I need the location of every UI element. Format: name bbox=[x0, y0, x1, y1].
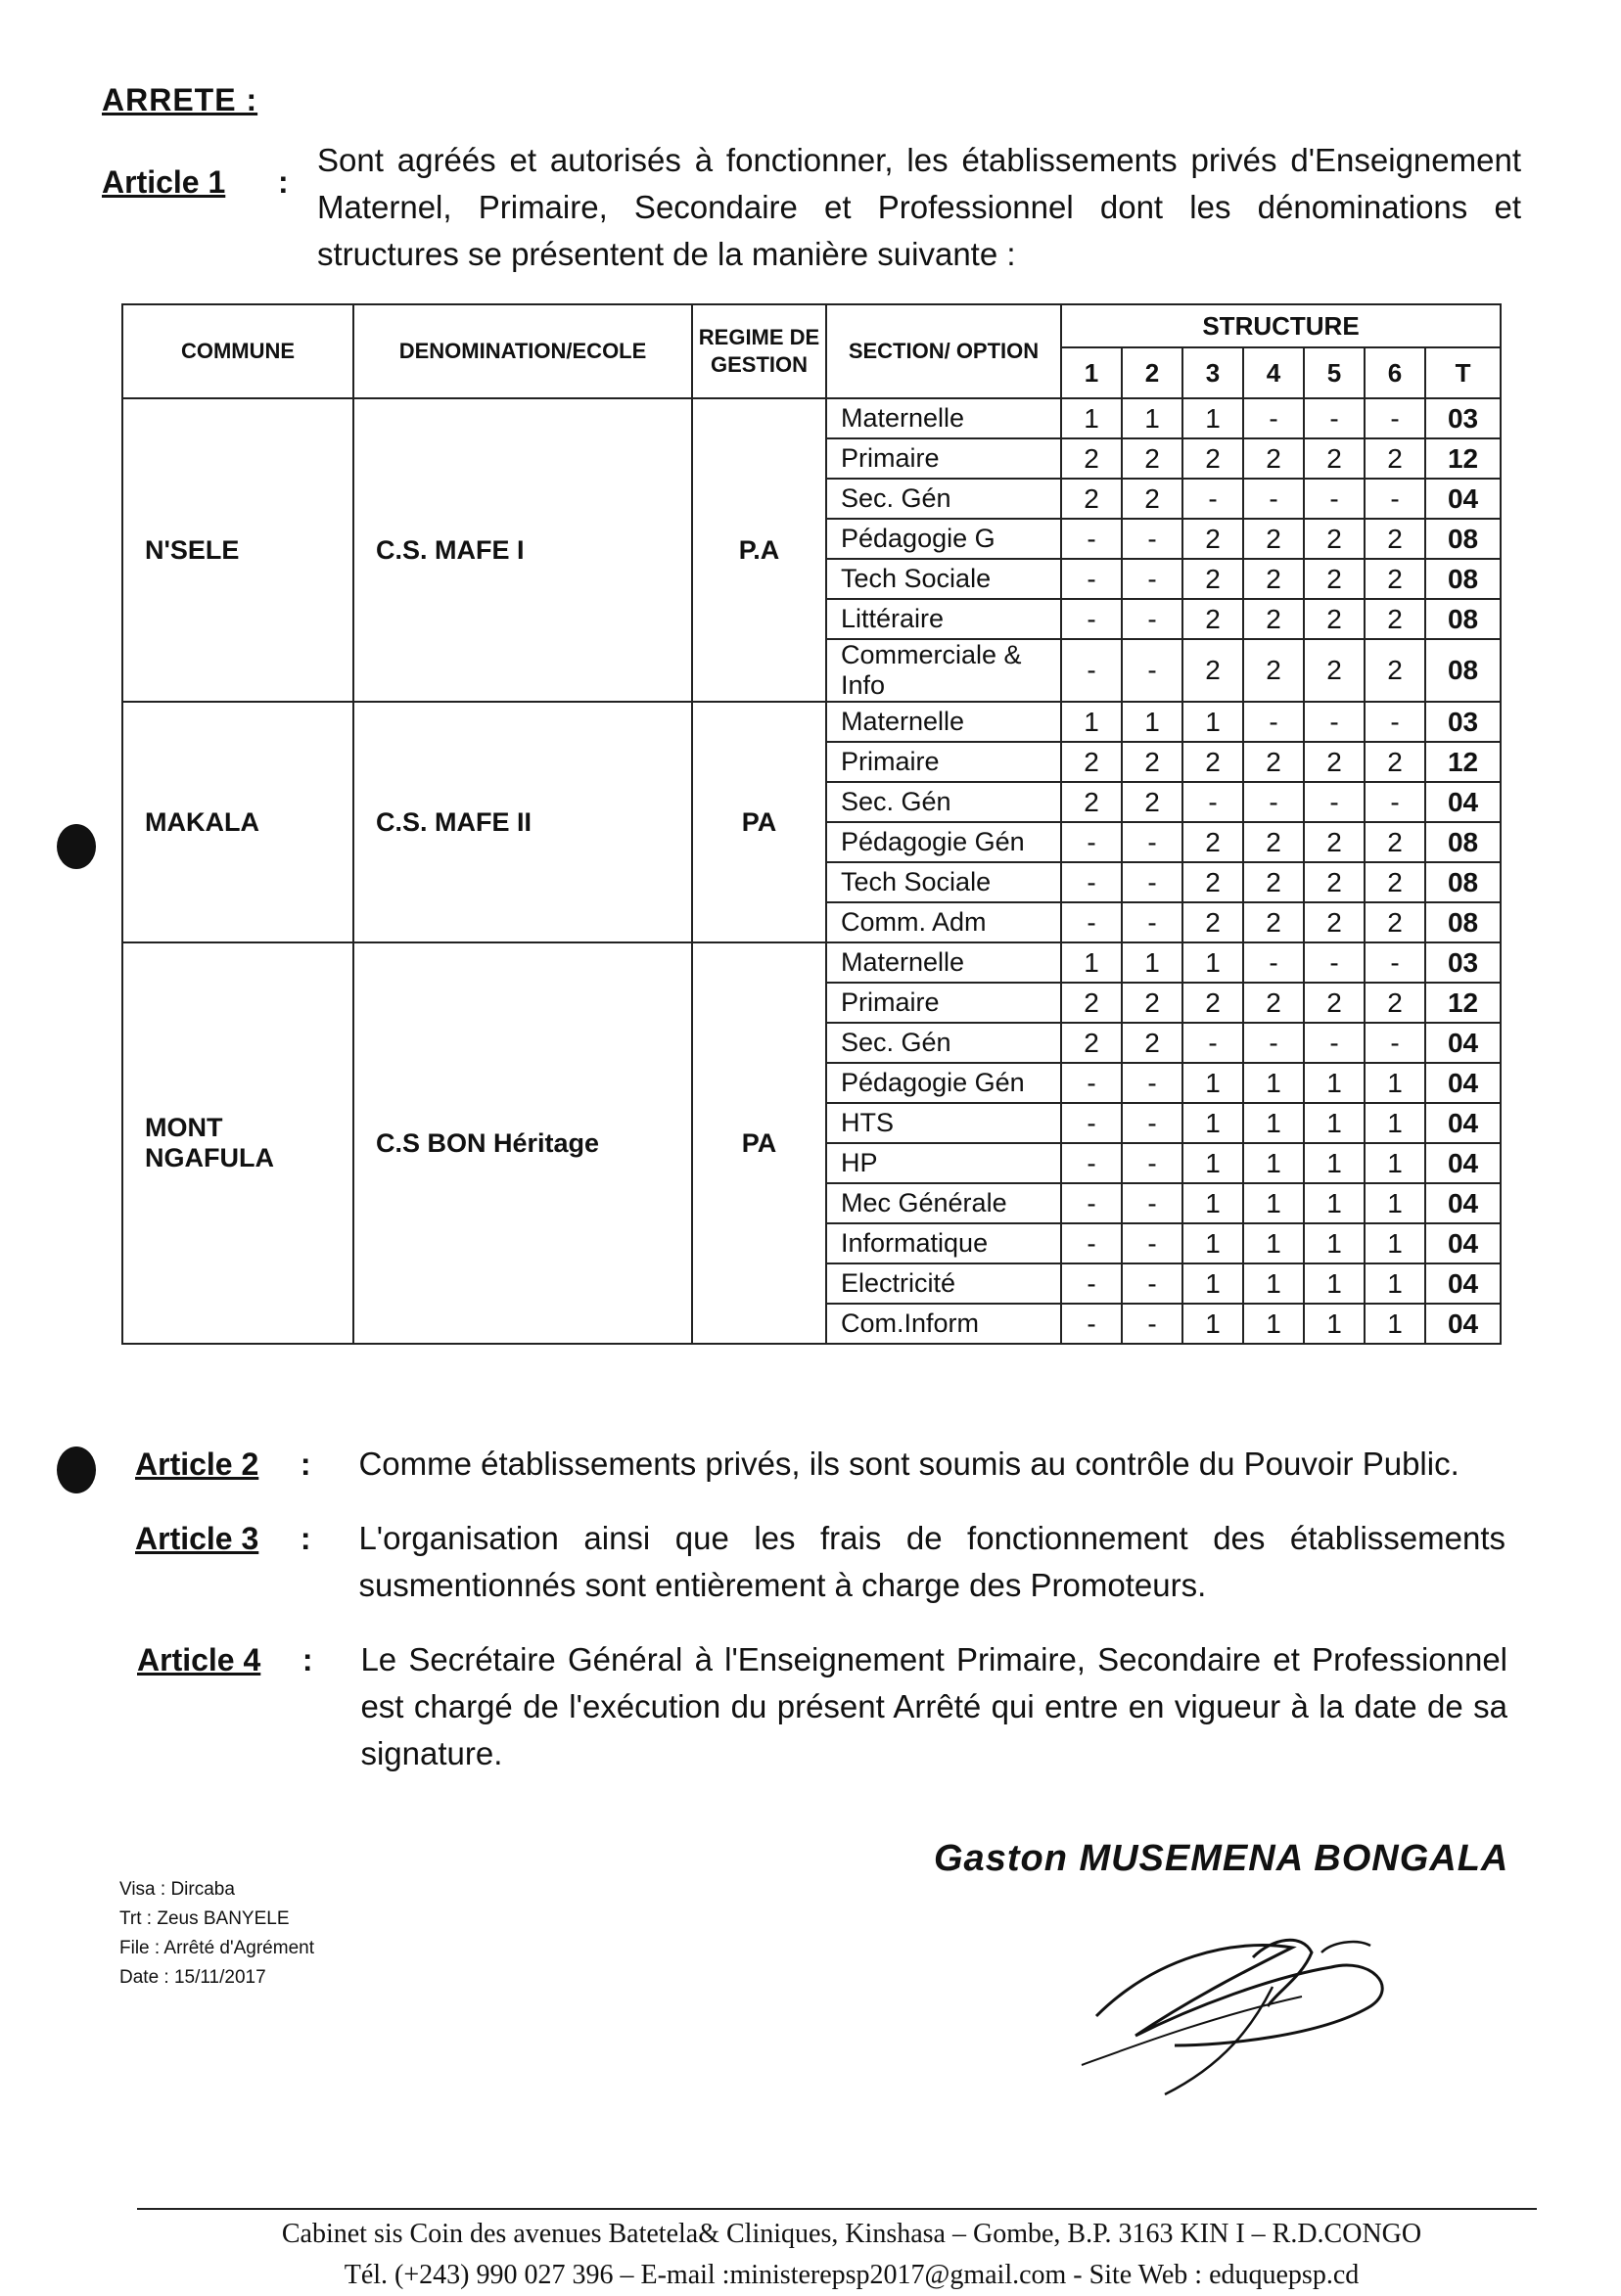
total-cell: 04 bbox=[1425, 1183, 1501, 1223]
option-cell: Informatique bbox=[826, 1223, 1061, 1263]
article-1 bbox=[102, 137, 1521, 278]
structure-value-cell: 1 bbox=[1304, 1103, 1365, 1143]
structure-value-cell: 2 bbox=[1243, 822, 1304, 862]
structure-value-cell: 1 bbox=[1365, 1063, 1425, 1103]
structure-value-cell: 2 bbox=[1304, 742, 1365, 782]
structure-value-cell: - bbox=[1061, 519, 1122, 559]
structure-value-cell: 2 bbox=[1182, 639, 1243, 702]
structure-value-cell: 2 bbox=[1061, 438, 1122, 479]
table-row bbox=[122, 702, 1501, 742]
structure-value-cell: 2 bbox=[1365, 742, 1425, 782]
structure-value-cell: 1 bbox=[1304, 1063, 1365, 1103]
structure-value-cell: 2 bbox=[1304, 902, 1365, 942]
structure-value-cell: 2 bbox=[1243, 438, 1304, 479]
option-cell: Commerciale & Info bbox=[826, 639, 1061, 702]
structure-value-cell: - bbox=[1182, 782, 1243, 822]
structure-value-cell: 1 bbox=[1182, 1263, 1243, 1304]
structure-value-cell: 2 bbox=[1182, 822, 1243, 862]
option-cell: Pédagogie Gén bbox=[826, 822, 1061, 862]
structure-value-cell: 1 bbox=[1365, 1263, 1425, 1304]
structure-value-cell: 2 bbox=[1243, 862, 1304, 902]
regime-cell: P.A bbox=[692, 398, 826, 702]
structure-value-cell: - bbox=[1243, 479, 1304, 519]
article-3-label: Article 3 bbox=[135, 1521, 259, 1556]
commune-cell: MAKALA bbox=[122, 702, 353, 942]
punch-hole-mark bbox=[57, 824, 96, 869]
structure-value-cell: 2 bbox=[1365, 639, 1425, 702]
option-cell: Sec. Gén bbox=[826, 782, 1061, 822]
structure-value-cell: 1 bbox=[1365, 1304, 1425, 1344]
total-cell: 03 bbox=[1425, 942, 1501, 983]
visa-line: Visa : Dircaba bbox=[119, 1879, 235, 1900]
commune-cell: MONT NGAFULA bbox=[122, 942, 353, 1344]
structure-value-cell: 1 bbox=[1182, 702, 1243, 742]
total-cell: 08 bbox=[1425, 639, 1501, 702]
structure-value-cell: 2 bbox=[1304, 822, 1365, 862]
structure-value-cell: 1 bbox=[1304, 1304, 1365, 1344]
structure-value-cell: - bbox=[1304, 398, 1365, 438]
punch-hole-mark bbox=[57, 1446, 96, 1493]
structure-value-cell: 2 bbox=[1304, 599, 1365, 639]
structure-value-cell: 2 bbox=[1304, 862, 1365, 902]
structure-value-cell: 2 bbox=[1182, 742, 1243, 782]
option-cell: Tech Sociale bbox=[826, 862, 1061, 902]
option-cell: Maternelle bbox=[826, 942, 1061, 983]
structure-value-cell: - bbox=[1122, 559, 1182, 599]
article-1-label: Article 1 bbox=[102, 164, 226, 200]
option-cell: Primaire bbox=[826, 742, 1061, 782]
structure-value-cell: 2 bbox=[1061, 1023, 1122, 1063]
option-cell: Primaire bbox=[826, 438, 1061, 479]
option-cell: Primaire bbox=[826, 983, 1061, 1023]
option-cell: Sec. Gén bbox=[826, 479, 1061, 519]
total-cell: 04 bbox=[1425, 1023, 1501, 1063]
total-cell: 12 bbox=[1425, 438, 1501, 479]
article-3 bbox=[135, 1515, 1505, 1609]
document-heading: ARRETE : bbox=[102, 82, 258, 117]
visa-block bbox=[119, 1875, 314, 1993]
total-cell: 04 bbox=[1425, 782, 1501, 822]
option-cell: Pédagogie G bbox=[826, 519, 1061, 559]
table-row bbox=[122, 398, 1501, 438]
structure-value-cell: 2 bbox=[1304, 438, 1365, 479]
total-cell: 04 bbox=[1425, 1103, 1501, 1143]
structure-value-cell: - bbox=[1365, 1023, 1425, 1063]
structure-value-cell: - bbox=[1243, 782, 1304, 822]
structure-value-cell: 2 bbox=[1243, 742, 1304, 782]
total-cell: 12 bbox=[1425, 742, 1501, 782]
total-cell: 04 bbox=[1425, 1143, 1501, 1183]
structure-value-cell: - bbox=[1061, 822, 1122, 862]
footer-contact: Tél. (+243) 990 027 396 – E-mail :ministerepsp2017@gmail.com - Site Web : eduquepsp.cd bbox=[344, 2260, 1360, 2290]
total-cell: 03 bbox=[1425, 398, 1501, 438]
structure-value-cell: 2 bbox=[1243, 902, 1304, 942]
structure-value-cell: - bbox=[1061, 559, 1122, 599]
structure-value-cell: 2 bbox=[1182, 902, 1243, 942]
structure-value-cell: 2 bbox=[1122, 438, 1182, 479]
structure-value-cell: - bbox=[1304, 1023, 1365, 1063]
structure-value-cell: 2 bbox=[1365, 862, 1425, 902]
structure-value-cell: 2 bbox=[1061, 782, 1122, 822]
structure-value-cell: 2 bbox=[1182, 519, 1243, 559]
structure-value-cell: 1 bbox=[1182, 1183, 1243, 1223]
structure-value-cell: 2 bbox=[1304, 559, 1365, 599]
structure-value-cell: 1 bbox=[1365, 1223, 1425, 1263]
structure-value-cell: 2 bbox=[1365, 902, 1425, 942]
regime-cell: PA bbox=[692, 702, 826, 942]
structure-value-cell: 1 bbox=[1243, 1263, 1304, 1304]
option-cell: Littéraire bbox=[826, 599, 1061, 639]
structure-column-header: 6 bbox=[1365, 347, 1425, 398]
structure-value-cell: 2 bbox=[1365, 438, 1425, 479]
structure-value-cell: 1 bbox=[1182, 1103, 1243, 1143]
regime-cell: PA bbox=[692, 942, 826, 1344]
total-cell: 08 bbox=[1425, 519, 1501, 559]
article-3-text: L'organisation ainsi que les frais de fonctionnement des établissements susmentionnés sont entièrement à charge des Promoteurs. bbox=[358, 1520, 1506, 1603]
structure-value-cell: 2 bbox=[1304, 519, 1365, 559]
structure-value-cell: 2 bbox=[1304, 983, 1365, 1023]
structure-value-cell: - bbox=[1365, 942, 1425, 983]
structure-value-cell: - bbox=[1122, 1063, 1182, 1103]
structure-value-cell: 1 bbox=[1182, 398, 1243, 438]
structure-value-cell: - bbox=[1243, 398, 1304, 438]
structure-value-cell: 1 bbox=[1182, 1143, 1243, 1183]
total-cell: 08 bbox=[1425, 559, 1501, 599]
structure-value-cell: 2 bbox=[1182, 983, 1243, 1023]
structure-column-header: 3 bbox=[1182, 347, 1243, 398]
structure-value-cell: 2 bbox=[1061, 983, 1122, 1023]
structure-value-cell: - bbox=[1122, 599, 1182, 639]
structure-value-cell: - bbox=[1122, 862, 1182, 902]
structure-value-cell: 1 bbox=[1122, 942, 1182, 983]
option-cell: HP bbox=[826, 1143, 1061, 1183]
structure-column-header: 2 bbox=[1122, 347, 1182, 398]
structure-value-cell: 1 bbox=[1243, 1063, 1304, 1103]
structure-value-cell: 1 bbox=[1304, 1263, 1365, 1304]
total-cell: 08 bbox=[1425, 599, 1501, 639]
structure-value-cell: - bbox=[1061, 1223, 1122, 1263]
option-cell: Comm. Adm bbox=[826, 902, 1061, 942]
structure-value-cell: - bbox=[1061, 862, 1122, 902]
structure-value-cell: 2 bbox=[1243, 559, 1304, 599]
structure-column-header: 4 bbox=[1243, 347, 1304, 398]
structure-value-cell: 1 bbox=[1061, 398, 1122, 438]
structure-value-cell: 2 bbox=[1182, 599, 1243, 639]
structure-value-cell: - bbox=[1061, 599, 1122, 639]
structure-value-cell: - bbox=[1243, 942, 1304, 983]
trt-line: Trt : Zeus BANYELE bbox=[119, 1908, 290, 1929]
structure-value-cell: 1 bbox=[1182, 1223, 1243, 1263]
structure-value-cell: - bbox=[1122, 1223, 1182, 1263]
header-structure: STRUCTURE bbox=[1061, 304, 1501, 347]
total-cell: 12 bbox=[1425, 983, 1501, 1023]
article-4-colon: : bbox=[301, 1642, 313, 1677]
structure-value-cell: 2 bbox=[1061, 742, 1122, 782]
total-cell: 03 bbox=[1425, 702, 1501, 742]
structure-value-cell: 2 bbox=[1122, 742, 1182, 782]
structure-value-cell: 1 bbox=[1122, 702, 1182, 742]
structure-value-cell: - bbox=[1061, 1063, 1122, 1103]
structure-value-cell: 1 bbox=[1243, 1103, 1304, 1143]
structure-value-cell: - bbox=[1122, 519, 1182, 559]
signer-name: Gaston MUSEMENA BONGALA bbox=[934, 1838, 1509, 1879]
structure-value-cell: - bbox=[1304, 942, 1365, 983]
footer-divider bbox=[137, 2208, 1537, 2210]
structure-value-cell: - bbox=[1122, 1183, 1182, 1223]
structure-value-cell: - bbox=[1122, 1143, 1182, 1183]
structure-column-header: 1 bbox=[1061, 347, 1122, 398]
structure-value-cell: - bbox=[1061, 902, 1122, 942]
total-cell: 04 bbox=[1425, 1223, 1501, 1263]
structure-value-cell: 2 bbox=[1243, 983, 1304, 1023]
structure-value-cell: - bbox=[1122, 639, 1182, 702]
structure-value-cell: - bbox=[1122, 822, 1182, 862]
article-4-label: Article 4 bbox=[137, 1642, 261, 1677]
header-regime: REGIME DE GESTION bbox=[692, 304, 826, 398]
article-2-colon: : bbox=[300, 1446, 311, 1482]
structure-value-cell: 2 bbox=[1365, 822, 1425, 862]
structure-value-cell: - bbox=[1061, 1263, 1122, 1304]
table-row bbox=[122, 942, 1501, 983]
structure-value-cell: 1 bbox=[1061, 942, 1122, 983]
structure-value-cell: - bbox=[1061, 1304, 1122, 1344]
structure-value-cell: - bbox=[1182, 479, 1243, 519]
structure-value-cell: 1 bbox=[1304, 1143, 1365, 1183]
structure-value-cell: - bbox=[1122, 902, 1182, 942]
option-cell: Maternelle bbox=[826, 702, 1061, 742]
structure-value-cell: 1 bbox=[1182, 1304, 1243, 1344]
structure-value-cell: - bbox=[1365, 702, 1425, 742]
article-2-label: Article 2 bbox=[135, 1446, 259, 1482]
structure-value-cell: 1 bbox=[1061, 702, 1122, 742]
school-cell: C.S. MAFE I bbox=[353, 398, 692, 702]
structure-value-cell: - bbox=[1182, 1023, 1243, 1063]
structure-body bbox=[122, 398, 1501, 1344]
structure-value-cell: - bbox=[1243, 702, 1304, 742]
structure-value-cell: - bbox=[1122, 1304, 1182, 1344]
structure-value-cell: 1 bbox=[1243, 1223, 1304, 1263]
structure-value-cell: - bbox=[1061, 1143, 1122, 1183]
structure-value-cell: 1 bbox=[1365, 1103, 1425, 1143]
structure-value-cell: 2 bbox=[1365, 599, 1425, 639]
article-4 bbox=[137, 1636, 1507, 1777]
structure-value-cell: 2 bbox=[1122, 1023, 1182, 1063]
header-commune: COMMUNE bbox=[122, 304, 353, 398]
structure-value-cell: 2 bbox=[1365, 519, 1425, 559]
structure-value-cell: - bbox=[1243, 1023, 1304, 1063]
structure-value-cell: - bbox=[1304, 479, 1365, 519]
structure-column-header: 5 bbox=[1304, 347, 1365, 398]
school-cell: C.S. MAFE II bbox=[353, 702, 692, 942]
date-line: Date : 15/11/2017 bbox=[119, 1967, 266, 1988]
structure-value-cell: - bbox=[1365, 398, 1425, 438]
structure-value-cell: - bbox=[1304, 702, 1365, 742]
total-cell: 08 bbox=[1425, 862, 1501, 902]
option-cell: Electricité bbox=[826, 1263, 1061, 1304]
total-cell: 08 bbox=[1425, 822, 1501, 862]
total-cell: 08 bbox=[1425, 902, 1501, 942]
structure-value-cell: - bbox=[1061, 639, 1122, 702]
header-denomination: DENOMINATION/ECOLE bbox=[353, 304, 692, 398]
structure-value-cell: 2 bbox=[1122, 479, 1182, 519]
structure-value-cell: 1 bbox=[1182, 942, 1243, 983]
commune-cell: N'SELE bbox=[122, 398, 353, 702]
structure-value-cell: 2 bbox=[1243, 599, 1304, 639]
handwritten-signature bbox=[1077, 1899, 1449, 2104]
structure-value-cell: 1 bbox=[1243, 1143, 1304, 1183]
article-4-text: Le Secrétaire Général à l'Enseignement Primaire, Secondaire et Professionnel est chargé de l'exécution du présent Arrêté qui entre en vigueur à la date de sa signature. bbox=[360, 1641, 1508, 1771]
structure-value-cell: - bbox=[1365, 782, 1425, 822]
option-cell: HTS bbox=[826, 1103, 1061, 1143]
option-cell: Sec. Gén bbox=[826, 1023, 1061, 1063]
structure-value-cell: 2 bbox=[1243, 639, 1304, 702]
structure-value-cell: 1 bbox=[1243, 1183, 1304, 1223]
structure-value-cell: - bbox=[1061, 1103, 1122, 1143]
option-cell: Mec Générale bbox=[826, 1183, 1061, 1223]
option-cell: Pédagogie Gén bbox=[826, 1063, 1061, 1103]
structure-value-cell: 2 bbox=[1365, 983, 1425, 1023]
article-1-colon: : bbox=[278, 164, 289, 200]
structure-value-cell: 1 bbox=[1122, 398, 1182, 438]
structure-value-cell: 1 bbox=[1243, 1304, 1304, 1344]
article-2 bbox=[135, 1441, 1505, 1488]
structure-value-cell: 2 bbox=[1182, 438, 1243, 479]
structure-value-cell: 1 bbox=[1304, 1223, 1365, 1263]
structure-value-cell: 1 bbox=[1365, 1183, 1425, 1223]
article-2-text: Comme établissements privés, ils sont soumis au contrôle du Pouvoir Public. bbox=[358, 1446, 1459, 1482]
structure-value-cell: - bbox=[1061, 1183, 1122, 1223]
structure-value-cell: 1 bbox=[1365, 1143, 1425, 1183]
school-cell: C.S BON Héritage bbox=[353, 942, 692, 1344]
footer-address: Cabinet sis Coin des avenues Batetela& Cliniques, Kinshasa – Gombe, B.P. 3163 KIN I – R.D.CONGO bbox=[281, 2219, 1422, 2249]
structure-value-cell: 2 bbox=[1304, 639, 1365, 702]
structure-value-cell: 2 bbox=[1182, 559, 1243, 599]
structure-value-cell: - bbox=[1304, 782, 1365, 822]
structure-table bbox=[121, 303, 1502, 1345]
structure-value-cell: 1 bbox=[1182, 1063, 1243, 1103]
option-cell: Com.Inform bbox=[826, 1304, 1061, 1344]
option-cell: Maternelle bbox=[826, 398, 1061, 438]
structure-value-cell: 2 bbox=[1243, 519, 1304, 559]
structure-value-cell: 2 bbox=[1122, 782, 1182, 822]
structure-column-header: T bbox=[1425, 347, 1501, 398]
header-section: SECTION/ OPTION bbox=[826, 304, 1061, 398]
structure-value-cell: 2 bbox=[1182, 862, 1243, 902]
article-3-colon: : bbox=[300, 1521, 311, 1556]
structure-value-cell: 2 bbox=[1365, 559, 1425, 599]
footer bbox=[147, 2214, 1556, 2296]
total-cell: 04 bbox=[1425, 1304, 1501, 1344]
structure-value-cell: 1 bbox=[1304, 1183, 1365, 1223]
file-line: File : Arrêté d'Agrément bbox=[119, 1938, 314, 1958]
total-cell: 04 bbox=[1425, 479, 1501, 519]
article-1-text: Sont agréés et autorisés à fonctionner, les établissements privés d'Enseignement Maternel, Primaire, Secondaire et Professionnel dont les dénominations et structures se présentent de la manière suivante : bbox=[317, 142, 1521, 272]
total-cell: 04 bbox=[1425, 1063, 1501, 1103]
structure-value-cell: - bbox=[1122, 1263, 1182, 1304]
total-cell: 04 bbox=[1425, 1263, 1501, 1304]
structure-value-cell: - bbox=[1122, 1103, 1182, 1143]
structure-value-cell: 2 bbox=[1122, 983, 1182, 1023]
structure-value-cell: 2 bbox=[1061, 479, 1122, 519]
structure-value-cell: - bbox=[1365, 479, 1425, 519]
option-cell: Tech Sociale bbox=[826, 559, 1061, 599]
